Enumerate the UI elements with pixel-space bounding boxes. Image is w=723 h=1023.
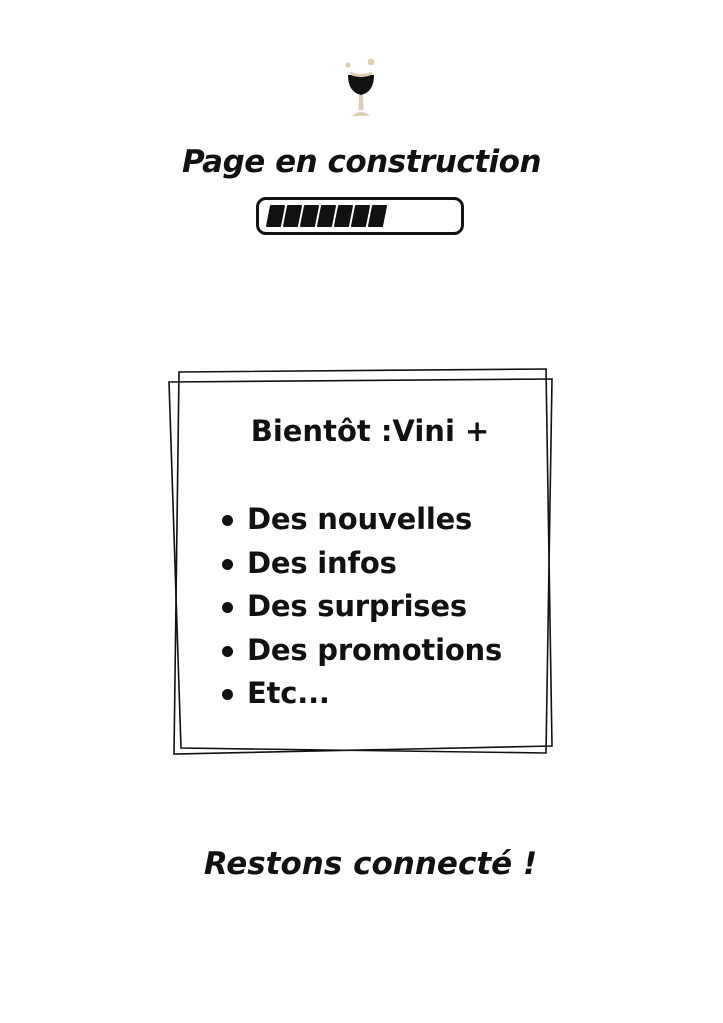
progress-segment xyxy=(267,206,284,226)
progress-segment xyxy=(284,206,301,226)
list-item-label: Etc... xyxy=(247,676,330,710)
list-item xyxy=(220,629,502,673)
progress-segment xyxy=(335,206,352,226)
progress-fill xyxy=(259,200,461,232)
list-item-label: Des infos xyxy=(247,545,397,580)
progress-segment xyxy=(352,206,369,226)
footer-message: Restons connecté ! xyxy=(203,846,538,882)
wine-glass-icon xyxy=(338,58,386,120)
bullet-icon xyxy=(222,646,233,657)
bullet-icon xyxy=(222,602,233,613)
progress-segment xyxy=(318,206,335,226)
list-item-label: Des surprises xyxy=(247,589,467,623)
page-title: Page en construction xyxy=(181,144,542,180)
progress-segment xyxy=(301,206,318,226)
list-item xyxy=(220,672,502,716)
list-item xyxy=(220,498,502,542)
list-item-label: Des promotions xyxy=(247,632,503,667)
feature-list xyxy=(220,498,502,716)
progress-segment xyxy=(369,206,386,226)
bullet-icon xyxy=(222,689,233,700)
list-item-label: Des nouvelles xyxy=(247,502,473,536)
bullet-icon xyxy=(222,559,233,570)
construction-progress-bar xyxy=(256,197,464,235)
bullet-icon xyxy=(222,515,233,526)
list-item xyxy=(220,542,502,586)
info-box-title: Bientôt :Vini + xyxy=(250,414,490,448)
list-item xyxy=(220,585,502,629)
